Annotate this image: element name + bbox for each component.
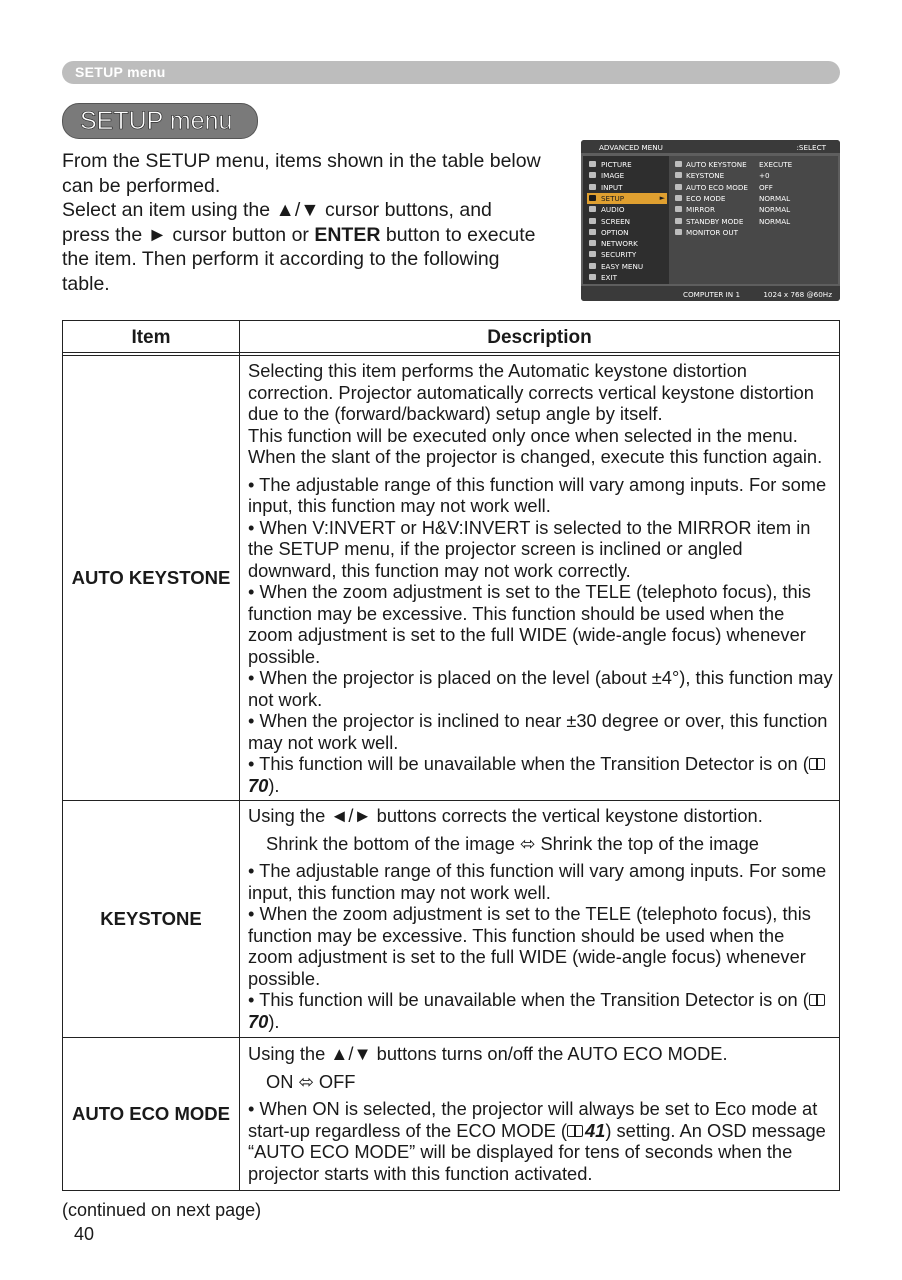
osd-title-bar [581,140,840,153]
desc-arrow-line: Shrink the bottom of the image ⬄ Shrink the top of the image [266,832,759,854]
row-item-keystone: KEYSTONE [100,908,202,929]
osd-setting-value: +0 [759,171,770,181]
desc-arrow-line: ON ⬄ OFF [266,1070,356,1092]
desc-bullet: • When V:INVERT or H&V:INVERT is selected to the MIRROR item in the SETUP menu, if the projector screen is inclined or angled downward, this function may not work correctly. [248,516,811,581]
osd-menu-item [587,170,667,181]
osd-select-hint: :SELECT [796,143,826,152]
osd-setting-row [675,159,835,170]
setting-icon [675,195,682,201]
setup-icon [589,195,596,201]
osd-settings-panel [669,156,838,284]
osd-menu-item-label: NETWORK [601,239,638,249]
image-icon [589,172,596,178]
page-reference[interactable]: 41 [585,1119,606,1141]
osd-menu-screenshot [581,140,840,301]
row-item-auto-eco-mode: AUTO ECO MODE [72,1103,230,1124]
osd-menu-item-label: SCREEN [601,216,631,226]
desc-bullet: • This function will be unavailable when the Transition Detector is on (70). [248,753,834,796]
osd-setting-value: NORMAL [759,193,791,203]
setting-icon [675,206,682,212]
picture-icon [589,161,596,167]
submenu-arrow-icon: ► [659,193,665,202]
row-item-auto-keystone: AUTO KEYSTONE [71,567,231,588]
osd-menu-item [587,261,667,272]
osd-signal: 1024 x 768 @60Hz [763,290,832,299]
screen-icon [589,218,596,224]
osd-setting-row [675,193,835,204]
page-reference[interactable]: 70 [248,1010,269,1032]
osd-setting-row [675,204,835,215]
osd-setting-name: AUTO KEYSTONE [686,160,747,169]
osd-menu-item-label: AUDIO [601,205,625,215]
osd-setting-name: ECO MODE [686,193,726,203]
osd-menu-item [587,249,667,260]
desc-paragraph: This function will be executed only once when selected in the menu. When the slant of the projector is changed, execute this function again. [248,424,823,467]
column-divider [239,321,240,1190]
security-icon [589,251,596,257]
row-desc-auto-eco-mode [248,1043,834,1184]
intro-line-2: Select an item using the ▲/▼ cursor buttons, and press the ► cursor button or ENTER button to execute the item. Then perform it according to the following table. [62,199,536,295]
input-icon [589,184,596,190]
osd-menu-item [587,159,667,170]
header-rule [63,352,839,353]
osd-menu-item-label: PICTURE [601,160,632,169]
book-reference-icon [567,1124,585,1138]
row-desc-keystone [248,805,834,1032]
header-rule-double [63,355,839,356]
desc-bullet: • When ON is selected, the projector will always be set to Eco mode at start-up regardless of the ECO MODE ( 41) setting. An OSD message “AUTO ECO MODE” will be displayed for tens of seconds when the projector starts with this function activated. [248,1098,826,1184]
page-title: SETUP menu [80,107,233,135]
audio-icon [589,206,596,212]
page-number: 40 [74,1224,95,1244]
osd-menu-item [587,216,667,227]
osd-setting-value: NORMAL [759,216,791,226]
osd-menu-item-label: EASY MENU [601,261,644,271]
desc-bullet: • The adjustable range of this function will vary among inputs. For some input, this function may not work well. [248,473,827,516]
osd-status-bar [581,286,840,301]
intro-line-1: From the SETUP menu, items shown in the table below can be performed. [62,150,541,197]
desc-paragraph: Using the ▲/▼ buttons turns on/off the AUTO ECO MODE. [248,1043,728,1064]
setting-icon [675,218,682,224]
setting-icon [675,184,682,190]
setting-icon [675,161,682,167]
osd-setting-name: STANDBY MODE [686,216,744,226]
desc-bullet: • When the zoom adjustment is set to the TELE (telephoto focus), this function may be excessive. This function should be used when the zoom adjustment is set to the full WIDE (wide-angle focus) whenever possible. [248,581,811,667]
osd-source: COMPUTER IN 1 [683,290,741,299]
osd-menu-item-label: SECURITY [601,250,637,260]
option-icon [589,229,596,235]
row-divider [63,800,839,801]
osd-setting-name: KEYSTONE [686,171,725,181]
osd-menu-item-label: INPUT [601,182,623,192]
exit-icon [589,274,596,280]
osd-setting-row [675,216,835,227]
osd-menu-item [587,272,667,283]
osd-menu-item-label: EXIT [601,273,617,282]
desc-bullet: • When the zoom adjustment is set to the TELE (telephoto focus), this function may be excessive. This function should be used when the zoom adjustment is set to the full WIDE (wide-angle focus) whenever possible. [248,903,811,989]
osd-setting-name: MONITOR OUT [686,227,738,237]
desc-paragraph: Using the ◄/► buttons corrects the vertical keystone distortion. [248,805,763,826]
osd-setting-value: EXECUTE [759,160,793,169]
row-desc-auto-keystone [248,360,834,796]
page-title-pill [62,103,258,139]
desc-bullet: • When the projector is inclined to near ±30 degree or over, this function may not work well. [248,710,828,753]
section-header-bar [62,61,840,84]
osd-title: ADVANCED MENU [599,143,663,152]
column-header-description: Description [487,327,592,348]
osd-setting-value: NORMAL [759,205,791,215]
osd-menu-item [587,193,667,204]
osd-menu-list [583,156,669,284]
section-label: SETUP menu [75,64,166,80]
osd-menu-item [587,204,667,215]
column-header-item: Item [131,327,171,348]
desc-bullet: • This function will be unavailable when the Transition Detector is on (70). [248,989,834,1032]
osd-setting-row [675,170,835,181]
osd-setting-row [675,227,835,238]
osd-menu-item-label: SETUP [601,193,625,203]
osd-menu-item [587,238,667,249]
network-icon [589,240,596,246]
osd-setting-row [675,182,835,193]
setting-icon [675,229,682,235]
osd-setting-name: MIRROR [686,205,715,215]
page-reference[interactable]: 70 [248,774,269,796]
osd-setting-name: AUTO ECO MODE [686,182,748,192]
osd-menu-item [587,182,667,193]
easy-menu-icon [589,263,596,269]
intro-text [62,149,542,297]
desc-bullet: • The adjustable range of this function will vary among inputs. For some input, this function may not work well. [248,860,827,903]
desc-bullet: • When the projector is placed on the level (about ±4°), this function may not work. [248,667,833,710]
continued-note: (continued on next page) [62,1200,262,1220]
book-reference-icon [809,757,827,771]
book-reference-icon [809,993,827,1007]
setup-table [62,320,840,1191]
osd-setting-value: OFF [759,182,773,192]
osd-menu-item-label: IMAGE [601,171,625,181]
osd-menu-item-label: OPTION [601,227,629,237]
osd-menu-item [587,227,667,238]
desc-paragraph: Selecting this item performs the Automatic keystone distortion correction. Projector automatically corrects vertical keystone distortion due to the (forward/backward) setup angle by itself. [248,360,814,424]
row-divider [63,1037,839,1038]
setting-icon [675,172,682,178]
